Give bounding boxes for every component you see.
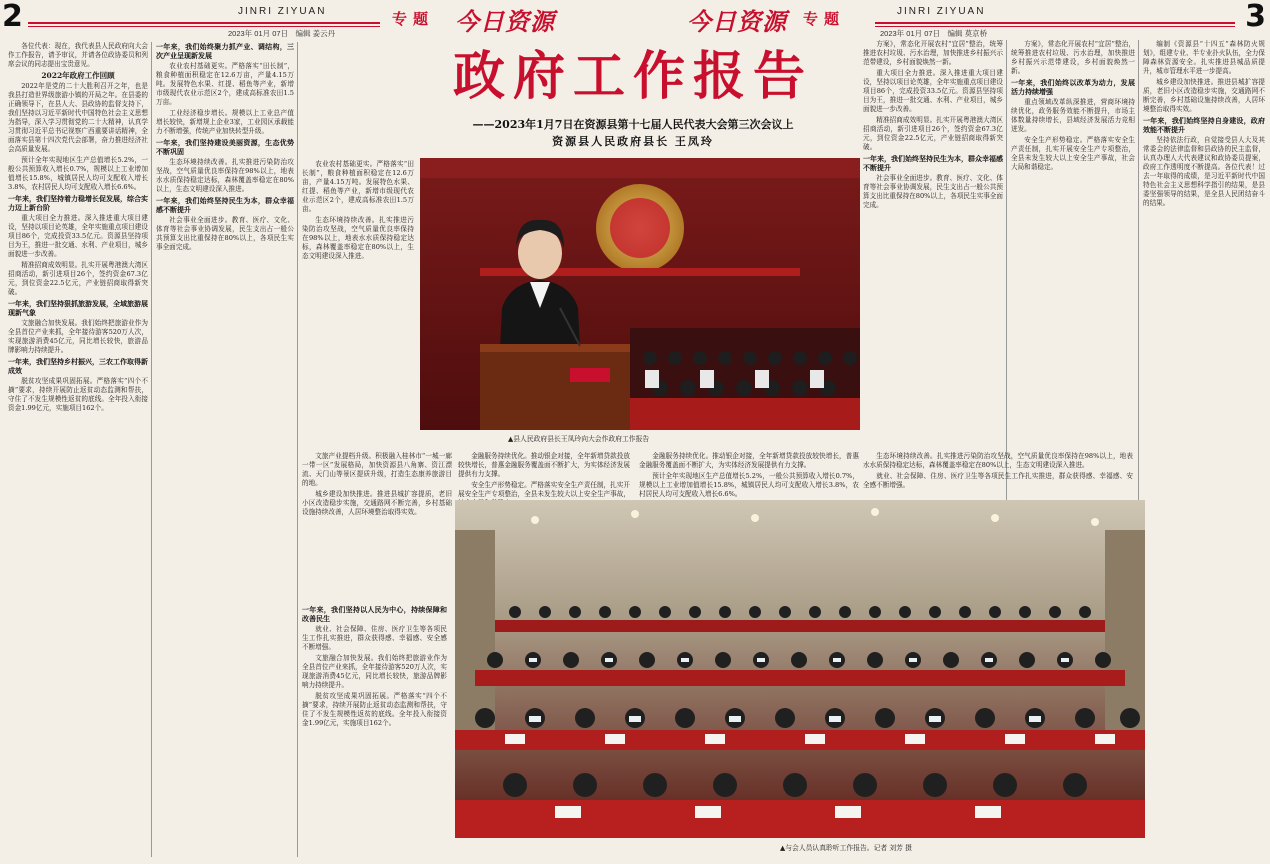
paragraph: 编制《资源县“十四五”森林防火规划》，组建专业、半专业扑火队伍，全力保障森林资源安全。扎实推进县城品质提升，城市管理水平进一步提高。: [1143, 40, 1265, 75]
paragraph: 工业经济稳步增长。规模以上工业总产值增长较快，新增规上企业3家，工业园区承载能力不断增强，传统产业加快转型升级。: [156, 109, 294, 135]
article-column-3: [302, 160, 414, 450]
issue-meta: 2023年 01月 07日 编辑 莫京桥: [880, 29, 988, 38]
paragraph: 金融服务持续优化。推动银企对接，全年新增贷款投放较快增长，普惠金融服务覆盖面不断扩大，为实体经济发展提供有力支撑。: [639, 452, 859, 469]
paragraph: 社会事业全面进步。教育、医疗、文化、体育等社会事业协调发展，民生支出占一般公共预算支出比重保持在80%以上，各项民生实事全面完成。: [156, 216, 294, 251]
header-rule: [28, 22, 380, 24]
paragraph: 文旅产业提档升级。积极融入桂林市“一城一廊一带一区”发展格局，加快资源县八角寨、资江漂流、天门山等景区提质升级，打造生态康养旅游目的地。: [302, 452, 452, 487]
paragraph: 文旅融合加快发展。我们始终把旅游业作为全县首位产业来抓，全年接待游客520万人次，实现旅游消费45亿元，同比增长较快，旅游品牌影响力持续提升。: [8, 319, 148, 354]
paragraph: 城乡建设加快推进。推进县城扩容提质，老旧小区改造稳步实施，交通路网不断完善，乡村基础设施持续改善，人居环境整治取得实效。: [1143, 78, 1265, 113]
article-column-r3: [1143, 40, 1265, 600]
subheading: 一年来，我们始终坚持自身建设，政府效能不断提升: [1143, 116, 1265, 134]
issue-meta: 2023年 01月 07日 编辑 姜云丹: [228, 29, 336, 38]
paragraph: 生态环境持续改善。扎实推进污染防治攻坚战，空气质量优良率保持在98%以上，地表水水质保持稳定达标，森林覆盖率稳定在80%以上，生态文明建设深入推进。: [302, 216, 414, 260]
article-column-mid-c: [302, 605, 447, 855]
paragraph: 预计全年实现地区生产总值增长5.2%，一般公共预算收入增长0.7%，规模以上工业增加值增长15.8%，城镇居民人均可支配收入增长3.8%，农村居民人均可支配收入增长6.6%。: [8, 156, 148, 191]
article-column-mid-a: [302, 452, 452, 602]
paragraph: 生态环境持续改善。扎实推进污染防治攻坚战，空气质量优良率保持在98%以上，地表水水质保持稳定达标，森林覆盖率稳定在80%以上，生态文明建设深入推进。: [863, 452, 1133, 469]
header-rule-thin: [28, 26, 380, 27]
section-label: 专题: [803, 10, 846, 28]
photo-caption: ▲与会人员认真聆听工作报告。记者 刘芳 摄: [780, 844, 912, 852]
paragraph: 生态环境持续改善。扎实推进污染防治攻坚战，空气质量优良率保持在98%以上，地表水水质保持稳定达标，森林覆盖率稳定在80%以上，生态文明建设深入推进。: [156, 158, 294, 193]
lead-paragraph: 各位代表：现在，我代表县人民政府向大会作工作报告，请予审议，并请各位政协委员和列席会议的同志提出宝贵意见。: [8, 42, 148, 68]
paragraph: 安全生产形势稳定。严格落实安全生产责任制，扎实开展安全生产专项整治，全县未发生较大以上安全生产事故，: [458, 481, 630, 498]
page-number: 3: [1245, 0, 1266, 34]
auditorium-photo-image: [455, 500, 1145, 838]
paragraph: 重大项目全力推进。深入推进重大项目建设，坚持以项目论英雄，全年实施重点项目建设项目86个，完成投资33.5亿元。资源县坚持项目为王，推进一批交通、水利、产业项目，城乡面貌进一步改善。: [863, 69, 1003, 113]
paragraph: 方案》，常态化开展农村“宜居”整治，统筹推进农村垃圾、污水治理，加快推进乡村振兴示范带建设，乡村面貌焕然一新。: [1011, 40, 1135, 75]
subheading: 一年来，我们始终以改革为动力，发展活力持续增强: [1011, 78, 1135, 96]
column-divider: [1006, 40, 1007, 510]
report-title: 政府工作报告: [452, 46, 813, 107]
report-author: 资源县人民政府县长 王凤玲: [552, 135, 714, 148]
section-label: 专题: [392, 10, 435, 28]
subheading: 一年来，我们始终坚持民生为本，群众幸福感不断提升: [156, 196, 294, 214]
photo-caption: ▲县人民政府县长王凤玲向大会作政府工作报告: [508, 435, 650, 443]
masthead-title: 今日资源: [687, 7, 787, 36]
masthead-pinyin: JINRI ZIYUAN: [238, 6, 327, 17]
masthead-title: 今日资源: [455, 7, 555, 36]
paragraph: 农业农村基础更实。严格落实“田长制”，粮食种植面积稳定在12.6万亩，产量4.15万吨。发展特色水果、红提、稻鱼等产业，新增市级现代农业示范区2个，建成高标准农田1.5万亩。: [302, 160, 414, 213]
article-column-2: [156, 42, 294, 857]
paragraph: 重大项目全力推进。深入推进重大项目建设，坚持以项目论英雄，全年实施重点项目建设项目86个，完成投资33.5亿元。资源县坚持项目为王，推进一批交通、水利、产业项目，城乡面貌进一步改善。: [8, 214, 148, 258]
header-rule-thin: [875, 26, 1235, 27]
paragraph: 精准招商成效明显。扎实开展粤港澳大湾区招商活动，新引进项目26个，签约资金67.3亿元，到位资金22.5亿元，产业链招商取得新突破。: [8, 261, 148, 296]
subheading: 一年来，我们始终坚持民生为本，群众幸福感不断提升: [863, 154, 1003, 172]
paragraph: 就业、社会保障、住房、医疗卫生等各项民生工作扎实推进，群众获得感、幸福感、安全感不断增强。: [863, 472, 1133, 489]
speaker-photo-image: [420, 158, 860, 430]
speaker-photo: [420, 158, 860, 430]
column-divider: [297, 42, 298, 857]
subheading: 一年来，我们坚持着力稳增长促发展，综合实力迈上新台阶: [8, 194, 148, 212]
paragraph: 脱贫攻坚成果巩固拓展。严格落实“四个不摘”要求，持续开展防止返贫动态监测和帮扶，守住了不发生规模性返贫的底线。全年投入衔接资金1.99亿元，实施项目162个。: [302, 692, 447, 727]
paragraph: 就业、社会保障、住房、医疗卫生等各项民生工作扎实推进，群众获得感、幸福感、安全感不断增强。: [302, 625, 447, 651]
paragraph: 社会事业全面进步。教育、医疗、文化、体育等社会事业协调发展，民生支出占一般公共预算支出比重保持在80%以上，各项民生实事全面完成。: [863, 174, 1003, 209]
paragraph: 精准招商成效明显。扎实开展粤港澳大湾区招商活动，新引进项目26个，签约资金67.3亿元，到位资金22.5亿元，产业链招商取得新突破。: [863, 116, 1003, 151]
paragraph: 城乡建设加快推进。推进县城扩容提质，老旧小区改造稳步实施，交通路网不断完善，乡村基础设施持续改善，人居环境整治取得实效。: [302, 490, 452, 516]
column-divider: [151, 42, 152, 857]
paragraph: 文旅融合加快发展。我们始终把旅游业作为全县首位产业来抓，全年接待游客520万人次，实现旅游消费45亿元，同比增长较快，旅游品牌影响力持续提升。: [302, 654, 447, 689]
article-column-1: [8, 42, 148, 857]
auditorium-photo: [455, 500, 1145, 838]
masthead-pinyin: JINRI ZIYUAN: [897, 6, 986, 17]
header-rule: [875, 22, 1235, 24]
section-title: 2022年政府工作回顾: [41, 71, 115, 80]
report-subtitle: ——2023年1月7日在资源县第十七届人民代表大会第三次会议上: [472, 118, 794, 131]
article-column-r2: [1011, 40, 1135, 510]
subheading: 一年来，我们始终聚力抓产业、调结构，三次产业呈现新发展: [156, 42, 294, 60]
subheading: 一年来，我们坚持乡村振兴，三农工作取得新成效: [8, 357, 148, 375]
paragraph: 预计全年实现地区生产总值增长5.2%，一般公共预算收入增长0.7%，规模以上工业增加值增长15.8%，城镇居民人均可支配收入增长3.8%，农村居民人均可支配收入增长6.6%。: [639, 472, 859, 498]
subheading: 一年来，我们坚持狠抓旅游发展，全域旅游展现新气象: [8, 299, 148, 317]
page-number: 2: [2, 0, 23, 34]
paragraph: 坚持依法行政，自觉接受县人大及其常委会的法律监督和县政协的民主监督，认真办理人大代表建议和政协委员提案，政府工作透明度不断提高。各位代表！过去一年取得的成绩，是习近平新时代中国特色社会主义思想科学指引的结果，是县委坚强领导的结果，是全县人民团结奋斗的结果。: [1143, 136, 1265, 207]
paragraph: 脱贫攻坚成果巩固拓展。严格落实“四个不摘”要求，持续开展防止返贫动态监测和帮扶，守住了不发生规模性返贫的底线。全年投入衔接资金1.99亿元，实施项目162个。: [8, 377, 148, 412]
paragraph: 安全生产形势稳定。严格落实安全生产责任制，扎实开展安全生产专项整治，全县未发生较大以上安全生产事故，社会大局和谐稳定。: [1011, 136, 1135, 171]
subheading: 一年来，我们坚持建设美丽资源，生态优势不断巩固: [156, 138, 294, 156]
paragraph: 农业农村基础更实。严格落实“田长制”，粮食种植面积稳定在12.6万亩，产量4.15万吨。发展特色水果、红提、稻鱼等产业，新增市级现代农业示范区2个，建成高标准农田1.5万亩。: [156, 62, 294, 106]
paragraph: 重点领域改革纵深推进，营商环境持续优化，政务服务效能不断提升，市场主体数量持续增长，县域经济发展活力竞相迸发。: [1011, 98, 1135, 133]
paragraph: 金融服务持续优化。推动银企对接，全年新增贷款投放较快增长，普惠金融服务覆盖面不断扩大，为实体经济发展提供有力支撑。: [458, 452, 630, 478]
article-column-r1: [863, 40, 1003, 450]
paragraph: 方案》，常态化开展农村“宜居”整治，统筹推进农村垃圾、污水治理，加快推进乡村振兴示范带建设，乡村面貌焕然一新。: [863, 40, 1003, 66]
subheading: 一年来，我们坚持以人民为中心，持续保障和改善民生: [302, 605, 447, 623]
paragraph: 2022年是党的二十大胜利召开之年，也是我县打造世界级旅游小镇的开局之年。在县委的正确领导下，在县人大、县政协的监督支持下，我们坚持以习近平新时代中国特色社会主义思想为指导，深入学习贯彻党的二十大精神，认真学习贯彻习近平总书记视察广西重要讲话精神，全面落实县第十四次党代会部署，奋力推进经济社会高质量发展。: [8, 82, 148, 153]
